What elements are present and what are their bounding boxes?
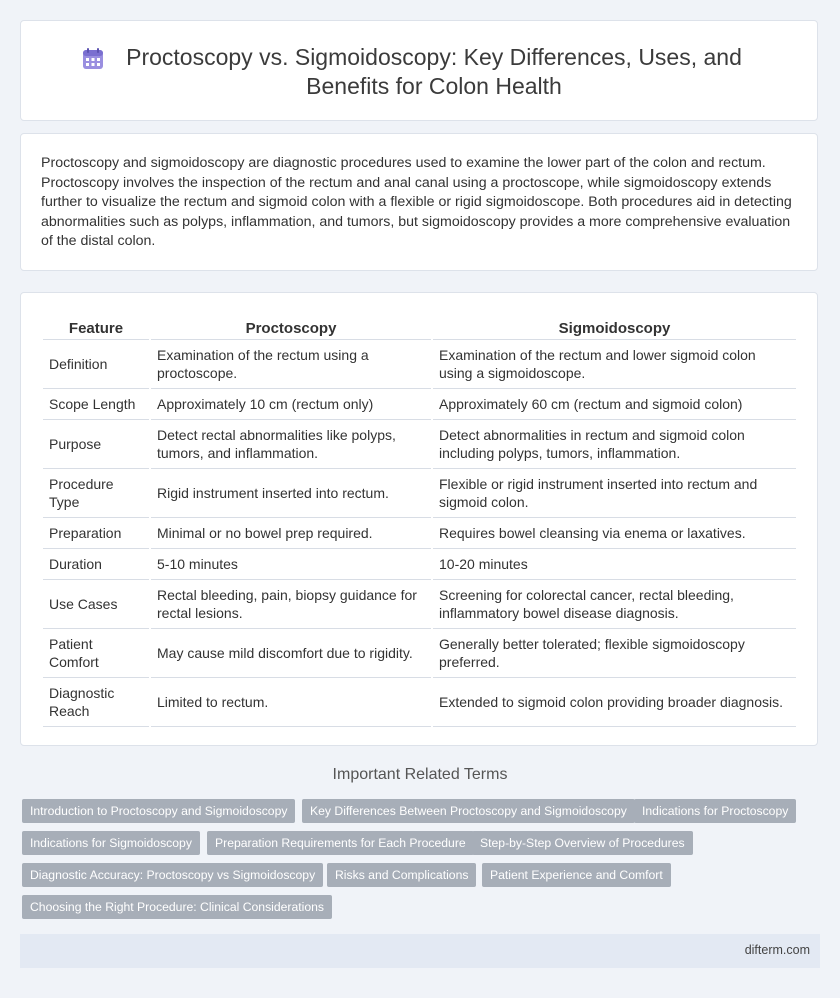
row-sigmoidoscopy: Approximately 60 cm (rectum and sigmoid colon) bbox=[433, 389, 796, 420]
related-term-tag[interactable]: Key Differences Between Proctoscopy and Sigmoidoscopy bbox=[302, 799, 635, 823]
row-proctoscopy: Detect rectal abnormalities like polyps, tumors, and inflammation. bbox=[151, 420, 431, 469]
related-term-tag[interactable]: Indications for Proctoscopy bbox=[634, 799, 796, 823]
related-term-tag[interactable]: Diagnostic Accuracy: Proctoscopy vs Sigmoidoscopy bbox=[22, 863, 323, 887]
intro-card bbox=[20, 133, 818, 271]
row-feature: Patient Comfort bbox=[43, 629, 149, 678]
page-title-line1: Proctoscopy vs. Sigmoidoscopy: Key Differences, Uses, and bbox=[126, 44, 742, 70]
row-sigmoidoscopy: Flexible or rigid instrument inserted into rectum and sigmoid colon. bbox=[433, 469, 796, 518]
related-terms-title: Important Related Terms bbox=[332, 766, 508, 783]
row-proctoscopy: 5-10 minutes bbox=[151, 549, 431, 580]
row-sigmoidoscopy: 10-20 minutes bbox=[433, 549, 796, 580]
footer bbox=[20, 934, 820, 968]
comparison-table bbox=[41, 311, 798, 727]
page-title bbox=[91, 43, 777, 101]
row-sigmoidoscopy: Requires bowel cleansing via enema or laxatives. bbox=[433, 518, 796, 549]
table-row bbox=[43, 340, 796, 389]
related-term-tag[interactable]: Introduction to Proctoscopy and Sigmoidoscopy bbox=[22, 799, 295, 823]
table-row bbox=[43, 549, 796, 580]
row-proctoscopy: Limited to rectum. bbox=[151, 678, 431, 727]
table-row bbox=[43, 678, 796, 727]
table-row bbox=[43, 469, 796, 518]
row-feature: Scope Length bbox=[43, 389, 149, 420]
comparison-card bbox=[20, 292, 818, 746]
row-proctoscopy: Approximately 10 cm (rectum only) bbox=[151, 389, 431, 420]
row-feature: Duration bbox=[43, 549, 149, 580]
intro-text: Proctoscopy and sigmoidoscopy are diagnostic procedures used to examine the lower part of the colon and rectum. Proctoscopy involves the inspection of the rectum and anal canal using a proctoscope, while sigmoidoscopy extends further to visualize the rectum and sigmoid colon with a flexible or rigid sigmoidoscope. Both procedures aid in detecting abnormalities such as polyps, inflammation, and tumors, but sigmoidoscopy provides a more comprehensive evaluation of the distal colon. bbox=[41, 155, 792, 249]
related-term-tag[interactable]: Step-by-Step Overview of Procedures bbox=[472, 831, 693, 855]
table-row bbox=[43, 580, 796, 629]
related-term-tag[interactable]: Risks and Complications bbox=[327, 863, 476, 887]
row-sigmoidoscopy: Screening for colorectal cancer, rectal bleeding, inflammatory bowel disease diagnosis. bbox=[433, 580, 796, 629]
row-proctoscopy: Examination of the rectum using a proctoscope. bbox=[151, 340, 431, 389]
row-sigmoidoscopy: Detect abnormalities in rectum and sigmoid colon including polyps, tumors, inflammation. bbox=[433, 420, 796, 469]
footer-site-link[interactable]: difterm.com bbox=[744, 943, 810, 957]
row-sigmoidoscopy: Generally better tolerated; flexible sigmoidoscopy preferred. bbox=[433, 629, 796, 678]
row-feature: Preparation bbox=[43, 518, 149, 549]
row-feature: Definition bbox=[43, 340, 149, 389]
page-title-line2: Benefits for Colon Health bbox=[306, 73, 562, 99]
table-row bbox=[43, 518, 796, 549]
header-card bbox=[20, 20, 818, 121]
row-feature: Use Cases bbox=[43, 580, 149, 629]
row-proctoscopy: Minimal or no bowel prep required. bbox=[151, 518, 431, 549]
header-sigmoidoscopy: Sigmoidoscopy bbox=[433, 311, 796, 340]
header-feature: Feature bbox=[43, 311, 149, 340]
row-feature: Procedure Type bbox=[43, 469, 149, 518]
row-sigmoidoscopy: Extended to sigmoid colon providing broader diagnosis. bbox=[433, 678, 796, 727]
related-term-tag[interactable]: Indications for Sigmoidoscopy bbox=[22, 831, 200, 855]
table-header-row bbox=[43, 311, 796, 340]
row-proctoscopy: Rigid instrument inserted into rectum. bbox=[151, 469, 431, 518]
table-row bbox=[43, 629, 796, 678]
related-term-tag[interactable]: Patient Experience and Comfort bbox=[482, 863, 671, 887]
row-feature: Diagnostic Reach bbox=[43, 678, 149, 727]
row-proctoscopy: Rectal bleeding, pain, biopsy guidance for rectal lesions. bbox=[151, 580, 431, 629]
row-proctoscopy: May cause mild discomfort due to rigidity. bbox=[151, 629, 431, 678]
header-proctoscopy: Proctoscopy bbox=[151, 311, 431, 340]
row-feature: Purpose bbox=[43, 420, 149, 469]
related-term-tag[interactable]: Preparation Requirements for Each Procedure bbox=[207, 831, 474, 855]
table-row bbox=[43, 389, 796, 420]
row-sigmoidoscopy: Examination of the rectum and lower sigmoid colon using a sigmoidoscope. bbox=[433, 340, 796, 389]
table-row bbox=[43, 420, 796, 469]
related-term-tag[interactable]: Choosing the Right Procedure: Clinical Considerations bbox=[22, 895, 332, 919]
